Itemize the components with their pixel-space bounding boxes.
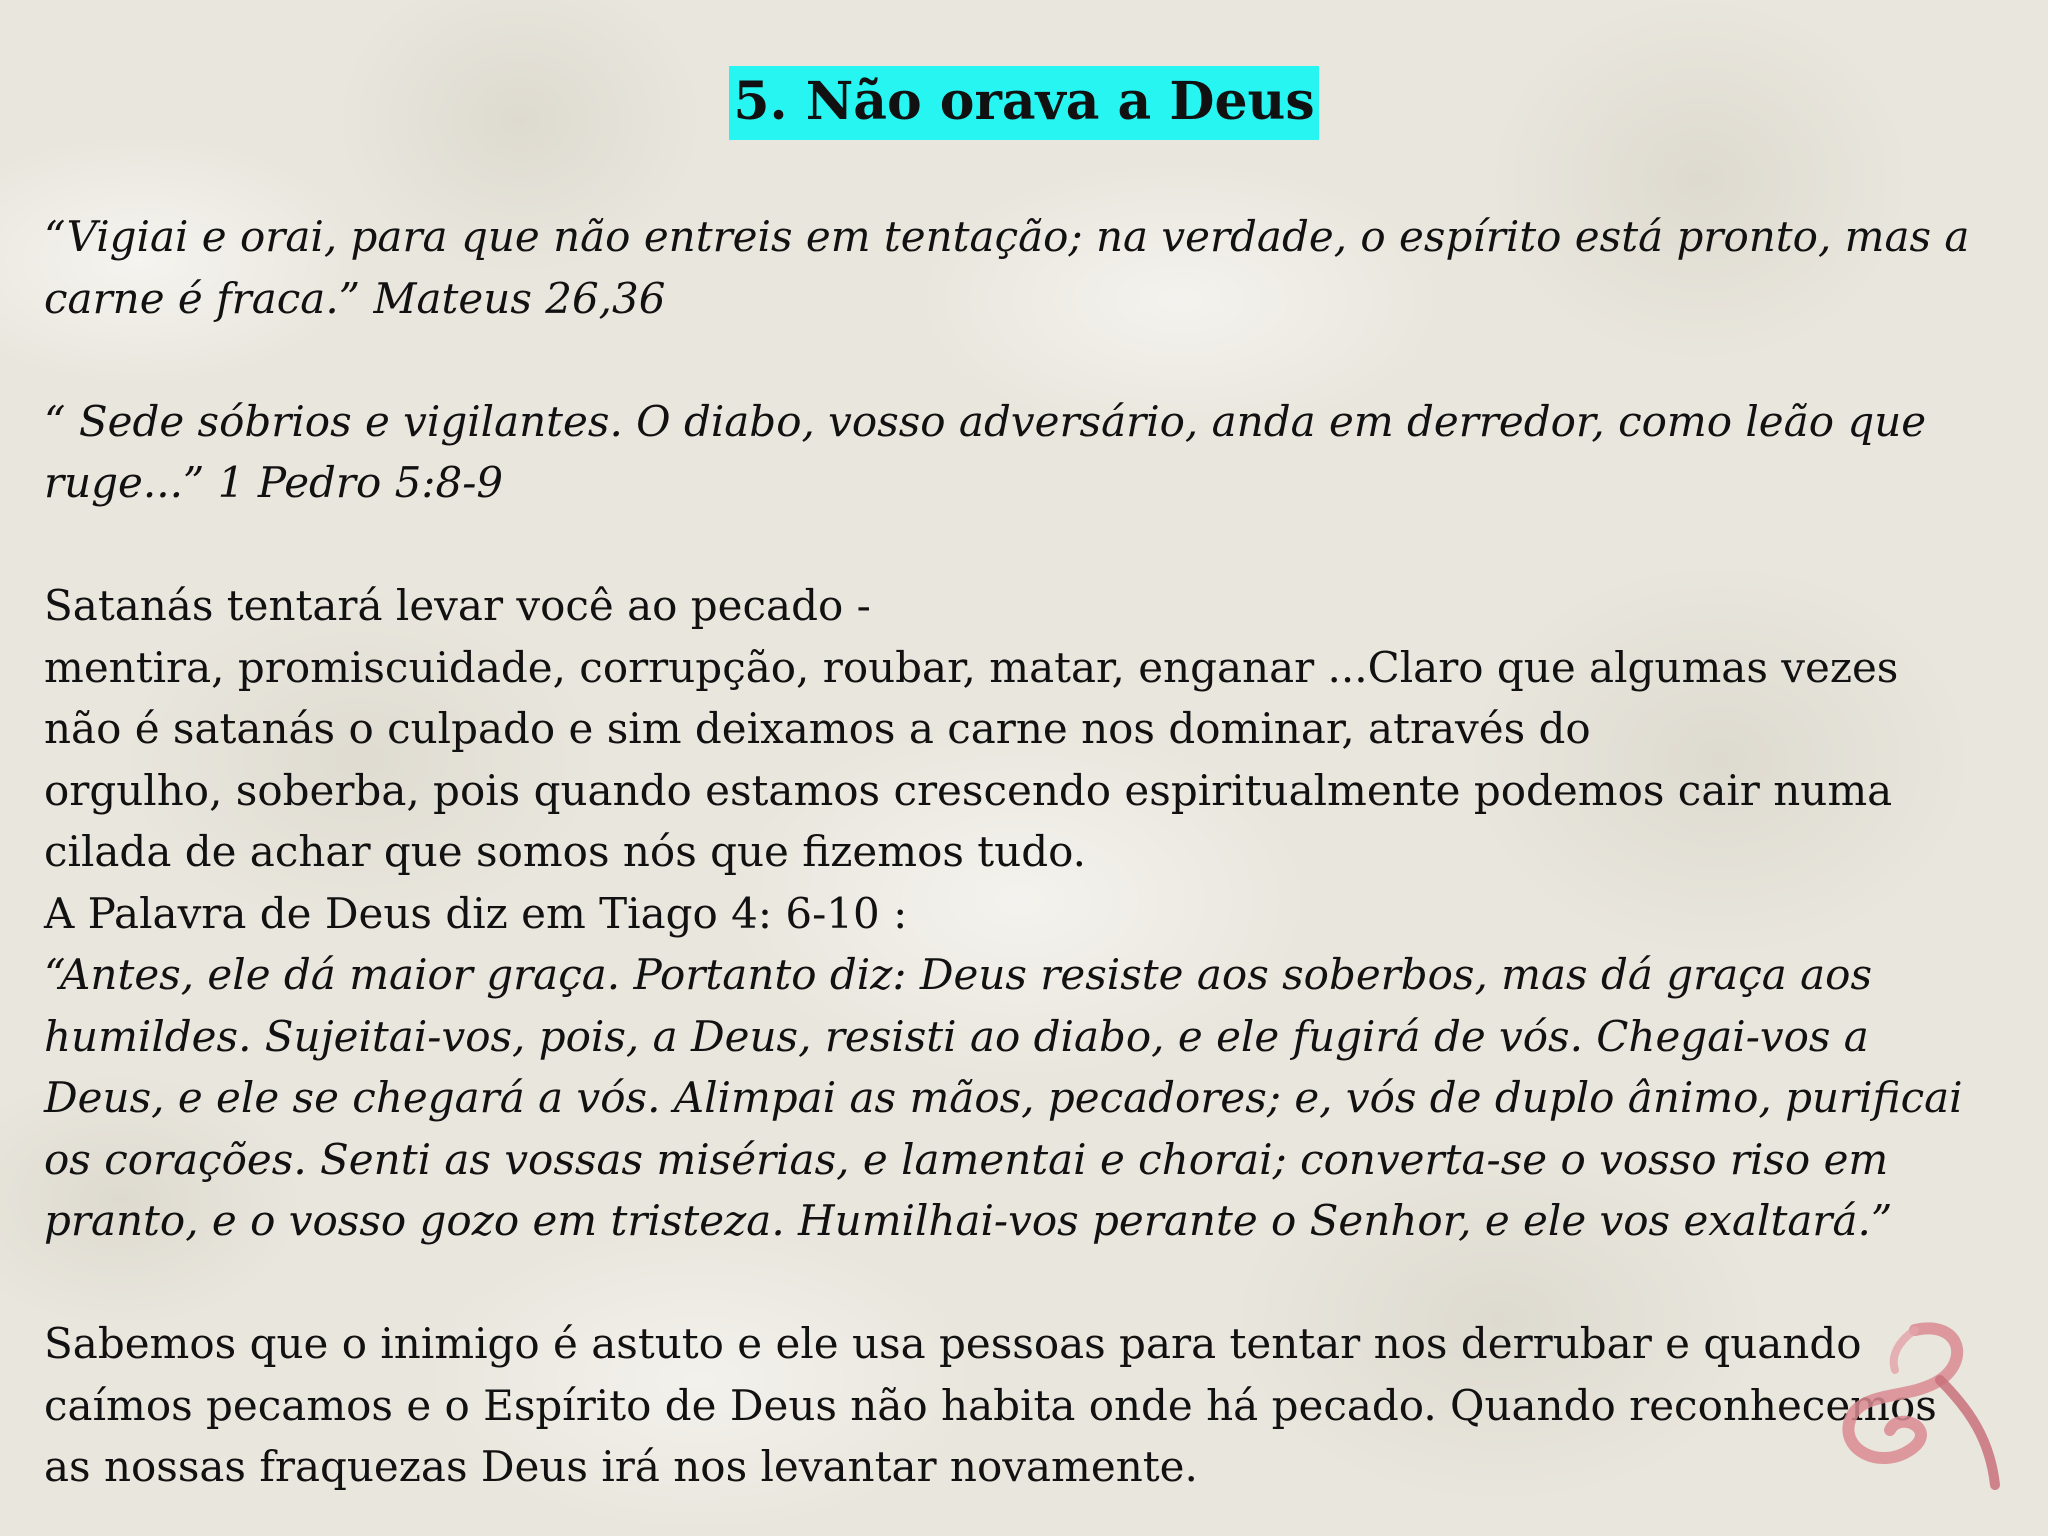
spacer <box>44 329 2034 391</box>
paragraph-satanas <box>44 575 2034 944</box>
spacer <box>44 514 2034 576</box>
quote-line: pranto, e o vosso gozo em tristeza. Humilhai-vos perante o Senhor, e ele vos exaltará.” <box>44 1196 1893 1245</box>
paragraph-line: caímos pecamos e o Espírito de Deus não habita onde há pecado. Quando reconhecemos <box>44 1380 1937 1430</box>
paragraph-line: mentira, promiscuidade, corrupção, roubar, matar, enganar ...Claro que algumas vezes <box>44 642 1899 692</box>
paragraph-line: orgulho, soberba, pois quando estamos crescendo espiritualmente podemos cair numa <box>44 765 1893 815</box>
paragraph-line: cilada de achar que somos nós que fizemos tudo. <box>44 827 1086 876</box>
quote-line: os corações. Senti as vossas misérias, e lamentai e chorai; converta-se o vosso riso em <box>44 1134 1889 1184</box>
title-container <box>0 66 2048 140</box>
slide-title: 5. Não orava a Deus <box>729 66 1318 140</box>
quote-line: “Antes, ele dá maior graça. Portanto diz: Deus resiste aos soberbos, mas dá graça aos <box>44 950 1873 999</box>
quote-line: “ Sede sóbrios e vigilantes. O diabo, vosso adversário, anda em derredor, como leão que <box>44 396 1927 446</box>
ribbon-ornament-icon <box>1820 1320 2010 1500</box>
quote-line: “Vigiai e orai, para que não entreis em tentação; na verdade, o espírito está pronto, mas a <box>44 212 1970 261</box>
spacer <box>44 1252 2034 1314</box>
paragraph-line: Sabemos que o inimigo é astuto e ele usa pessoas para tentar nos derrubar e quando <box>44 1319 1862 1368</box>
paragraph-line: Satanás tentará levar você ao pecado - <box>44 581 871 630</box>
slide-body <box>44 206 2034 1498</box>
quote-line: Deus, e ele se chegará a vós. Alimpai as mãos, pecadores; e, vós de duplo ânimo, purificai <box>44 1073 1963 1122</box>
quote-tiago <box>44 944 2034 1252</box>
quote-line: ruge...” 1 Pedro 5:8-9 <box>44 458 504 507</box>
paragraph-inimigo <box>44 1313 2034 1498</box>
paragraph-line: as nossas fraquezas Deus irá nos levantar novamente. <box>44 1442 1198 1491</box>
quote-pedro <box>44 391 2034 514</box>
quote-line: carne é fraca.” Mateus 26,36 <box>44 273 666 323</box>
paragraph-line: não é satanás o culpado e sim deixamos a carne nos dominar, através do <box>44 704 1591 753</box>
quote-line: humildes. Sujeitai-vos, pois, a Deus, resisti ao diabo, e ele fugirá de vós. Chegai-vos a <box>44 1011 1869 1061</box>
paragraph-line: A Palavra de Deus diz em Tiago 4: 6-10 : <box>44 888 908 938</box>
quote-mateus <box>44 206 2034 329</box>
